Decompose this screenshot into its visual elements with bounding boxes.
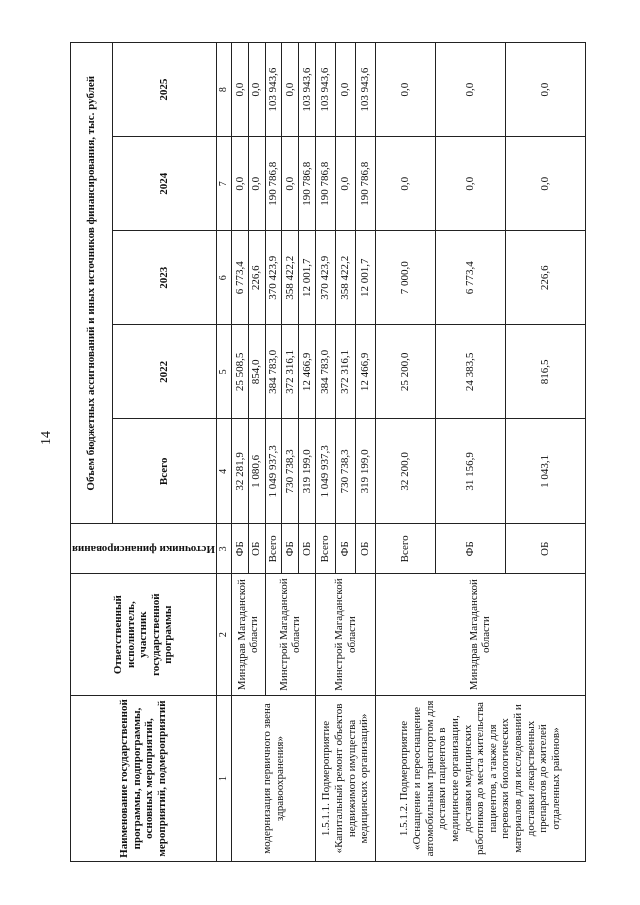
header-funding-group: Объем бюджетных ассигнований и иных источников финансирования, тыс. рублей [71, 43, 113, 524]
value-cell: 0,0 [282, 137, 299, 231]
value-cell: 816,5 [505, 325, 585, 419]
value-cell: 358 422,2 [336, 231, 356, 325]
table-row [316, 43, 336, 862]
value-cell: 730 738,3 [336, 419, 356, 524]
value-cell: 0,0 [231, 43, 248, 137]
value-cell: 103 943,6 [355, 43, 375, 137]
value-cell: 6 773,4 [435, 231, 505, 325]
value-cell: 319 199,0 [355, 419, 375, 524]
value-cell: 190 786,8 [299, 137, 316, 231]
value-cell: 370 423,9 [265, 231, 282, 325]
value-cell: 358 422,2 [282, 231, 299, 325]
value-cell: 319 199,0 [299, 419, 316, 524]
source-cell: Всего [375, 524, 435, 574]
header-year: 2024 [112, 137, 216, 231]
value-cell: 384 783,0 [316, 325, 336, 419]
header-executor: Ответственный исполнитель, участник государственной программы [71, 574, 217, 696]
row-name: 1.5.1.2. Подмероприятие «Оснащение и переоснащение автомобильным транспортом для доставки пациентов в медицинские организации, доставки медицинских работников до места жительства пациентов, а также для перевозки биологических материалов для исследований и доставки лекарственных препаратов до жителей отдаленных районов» [375, 696, 585, 862]
column-number: 4 [216, 419, 231, 524]
value-cell: 0,0 [336, 137, 356, 231]
value-cell: 0,0 [248, 43, 265, 137]
source-cell: ОБ [248, 524, 265, 574]
value-cell: 12 466,9 [299, 325, 316, 419]
header-source: Источники финансирования [71, 524, 217, 574]
value-cell: 0,0 [336, 43, 356, 137]
table-row [375, 43, 435, 862]
value-cell: 372 316,1 [282, 325, 299, 419]
value-cell: 0,0 [435, 137, 505, 231]
value-cell: 1 049 937,3 [265, 419, 282, 524]
value-cell: 370 423,9 [316, 231, 336, 325]
value-cell: 25 200,0 [375, 325, 435, 419]
value-cell: 226,6 [505, 231, 585, 325]
value-cell: 854,0 [248, 325, 265, 419]
page-number: 14 [39, 431, 54, 445]
value-cell: 0,0 [231, 137, 248, 231]
row-executor: Минстрой Магаданской области [316, 574, 376, 696]
source-cell: ОБ [355, 524, 375, 574]
row-name: модернизация первичного звена здравоохранения» [231, 696, 315, 862]
source-cell: ФБ [336, 524, 356, 574]
source-cell: ФБ [435, 524, 505, 574]
value-cell: 190 786,8 [316, 137, 336, 231]
column-number: 6 [216, 231, 231, 325]
row-executor: Минстрой Магаданской области [265, 574, 315, 696]
header-name: Наименование государственной программы, подпрограммы, основных мероприятий, мероприятий, подмероприятий [71, 696, 217, 862]
header-year: 2023 [112, 231, 216, 325]
value-cell: 31 156,9 [435, 419, 505, 524]
column-number: 3 [216, 524, 231, 574]
column-number: 5 [216, 325, 231, 419]
value-cell: 0,0 [282, 43, 299, 137]
table-row [231, 43, 248, 862]
value-cell: 32 281,9 [231, 419, 248, 524]
table-body [231, 43, 585, 862]
value-cell: 384 783,0 [265, 325, 282, 419]
value-cell: 6 773,4 [231, 231, 248, 325]
value-cell: 1 043,1 [505, 419, 585, 524]
value-cell: 372 316,1 [336, 325, 356, 419]
value-cell: 12 001,7 [355, 231, 375, 325]
column-number: 7 [216, 137, 231, 231]
value-cell: 0,0 [435, 43, 505, 137]
value-cell: 190 786,8 [265, 137, 282, 231]
value-cell: 1 049 937,3 [316, 419, 336, 524]
value-cell: 190 786,8 [355, 137, 375, 231]
source-cell: Всего [316, 524, 336, 574]
value-cell: 12 466,9 [355, 325, 375, 419]
value-cell: 0,0 [375, 43, 435, 137]
value-cell: 0,0 [505, 43, 585, 137]
rotated-table-container [70, 42, 570, 862]
budget-table [70, 42, 586, 862]
header-year: 2025 [112, 43, 216, 137]
value-cell: 24 383,5 [435, 325, 505, 419]
source-cell: ОБ [505, 524, 585, 574]
row-executor: Минздрав Магаданской области [375, 574, 585, 696]
value-cell: 103 943,6 [265, 43, 282, 137]
header-year: 2022 [112, 325, 216, 419]
value-cell: 7 000,0 [375, 231, 435, 325]
row-executor: Минздрав Магаданской области [231, 574, 265, 696]
value-cell: 103 943,6 [316, 43, 336, 137]
source-cell: ФБ [231, 524, 248, 574]
column-number: 2 [216, 574, 231, 696]
value-cell: 1 080,6 [248, 419, 265, 524]
value-cell: 226,6 [248, 231, 265, 325]
value-cell: 12 001,7 [299, 231, 316, 325]
column-number: 8 [216, 43, 231, 137]
value-cell: 103 943,6 [299, 43, 316, 137]
source-cell: ФБ [282, 524, 299, 574]
value-cell: 25 508,5 [231, 325, 248, 419]
value-cell: 0,0 [505, 137, 585, 231]
value-cell: 730 738,3 [282, 419, 299, 524]
source-cell: ОБ [299, 524, 316, 574]
header-year: Всего [112, 419, 216, 524]
row-name: 1.5.1.1. Подмероприятие «Капитальный ремонт объектов недвижимого имущества медицинских организаций» [316, 696, 376, 862]
value-cell: 0,0 [375, 137, 435, 231]
value-cell: 0,0 [248, 137, 265, 231]
source-cell: Всего [265, 524, 282, 574]
value-cell: 32 200,0 [375, 419, 435, 524]
column-number: 1 [216, 696, 231, 862]
